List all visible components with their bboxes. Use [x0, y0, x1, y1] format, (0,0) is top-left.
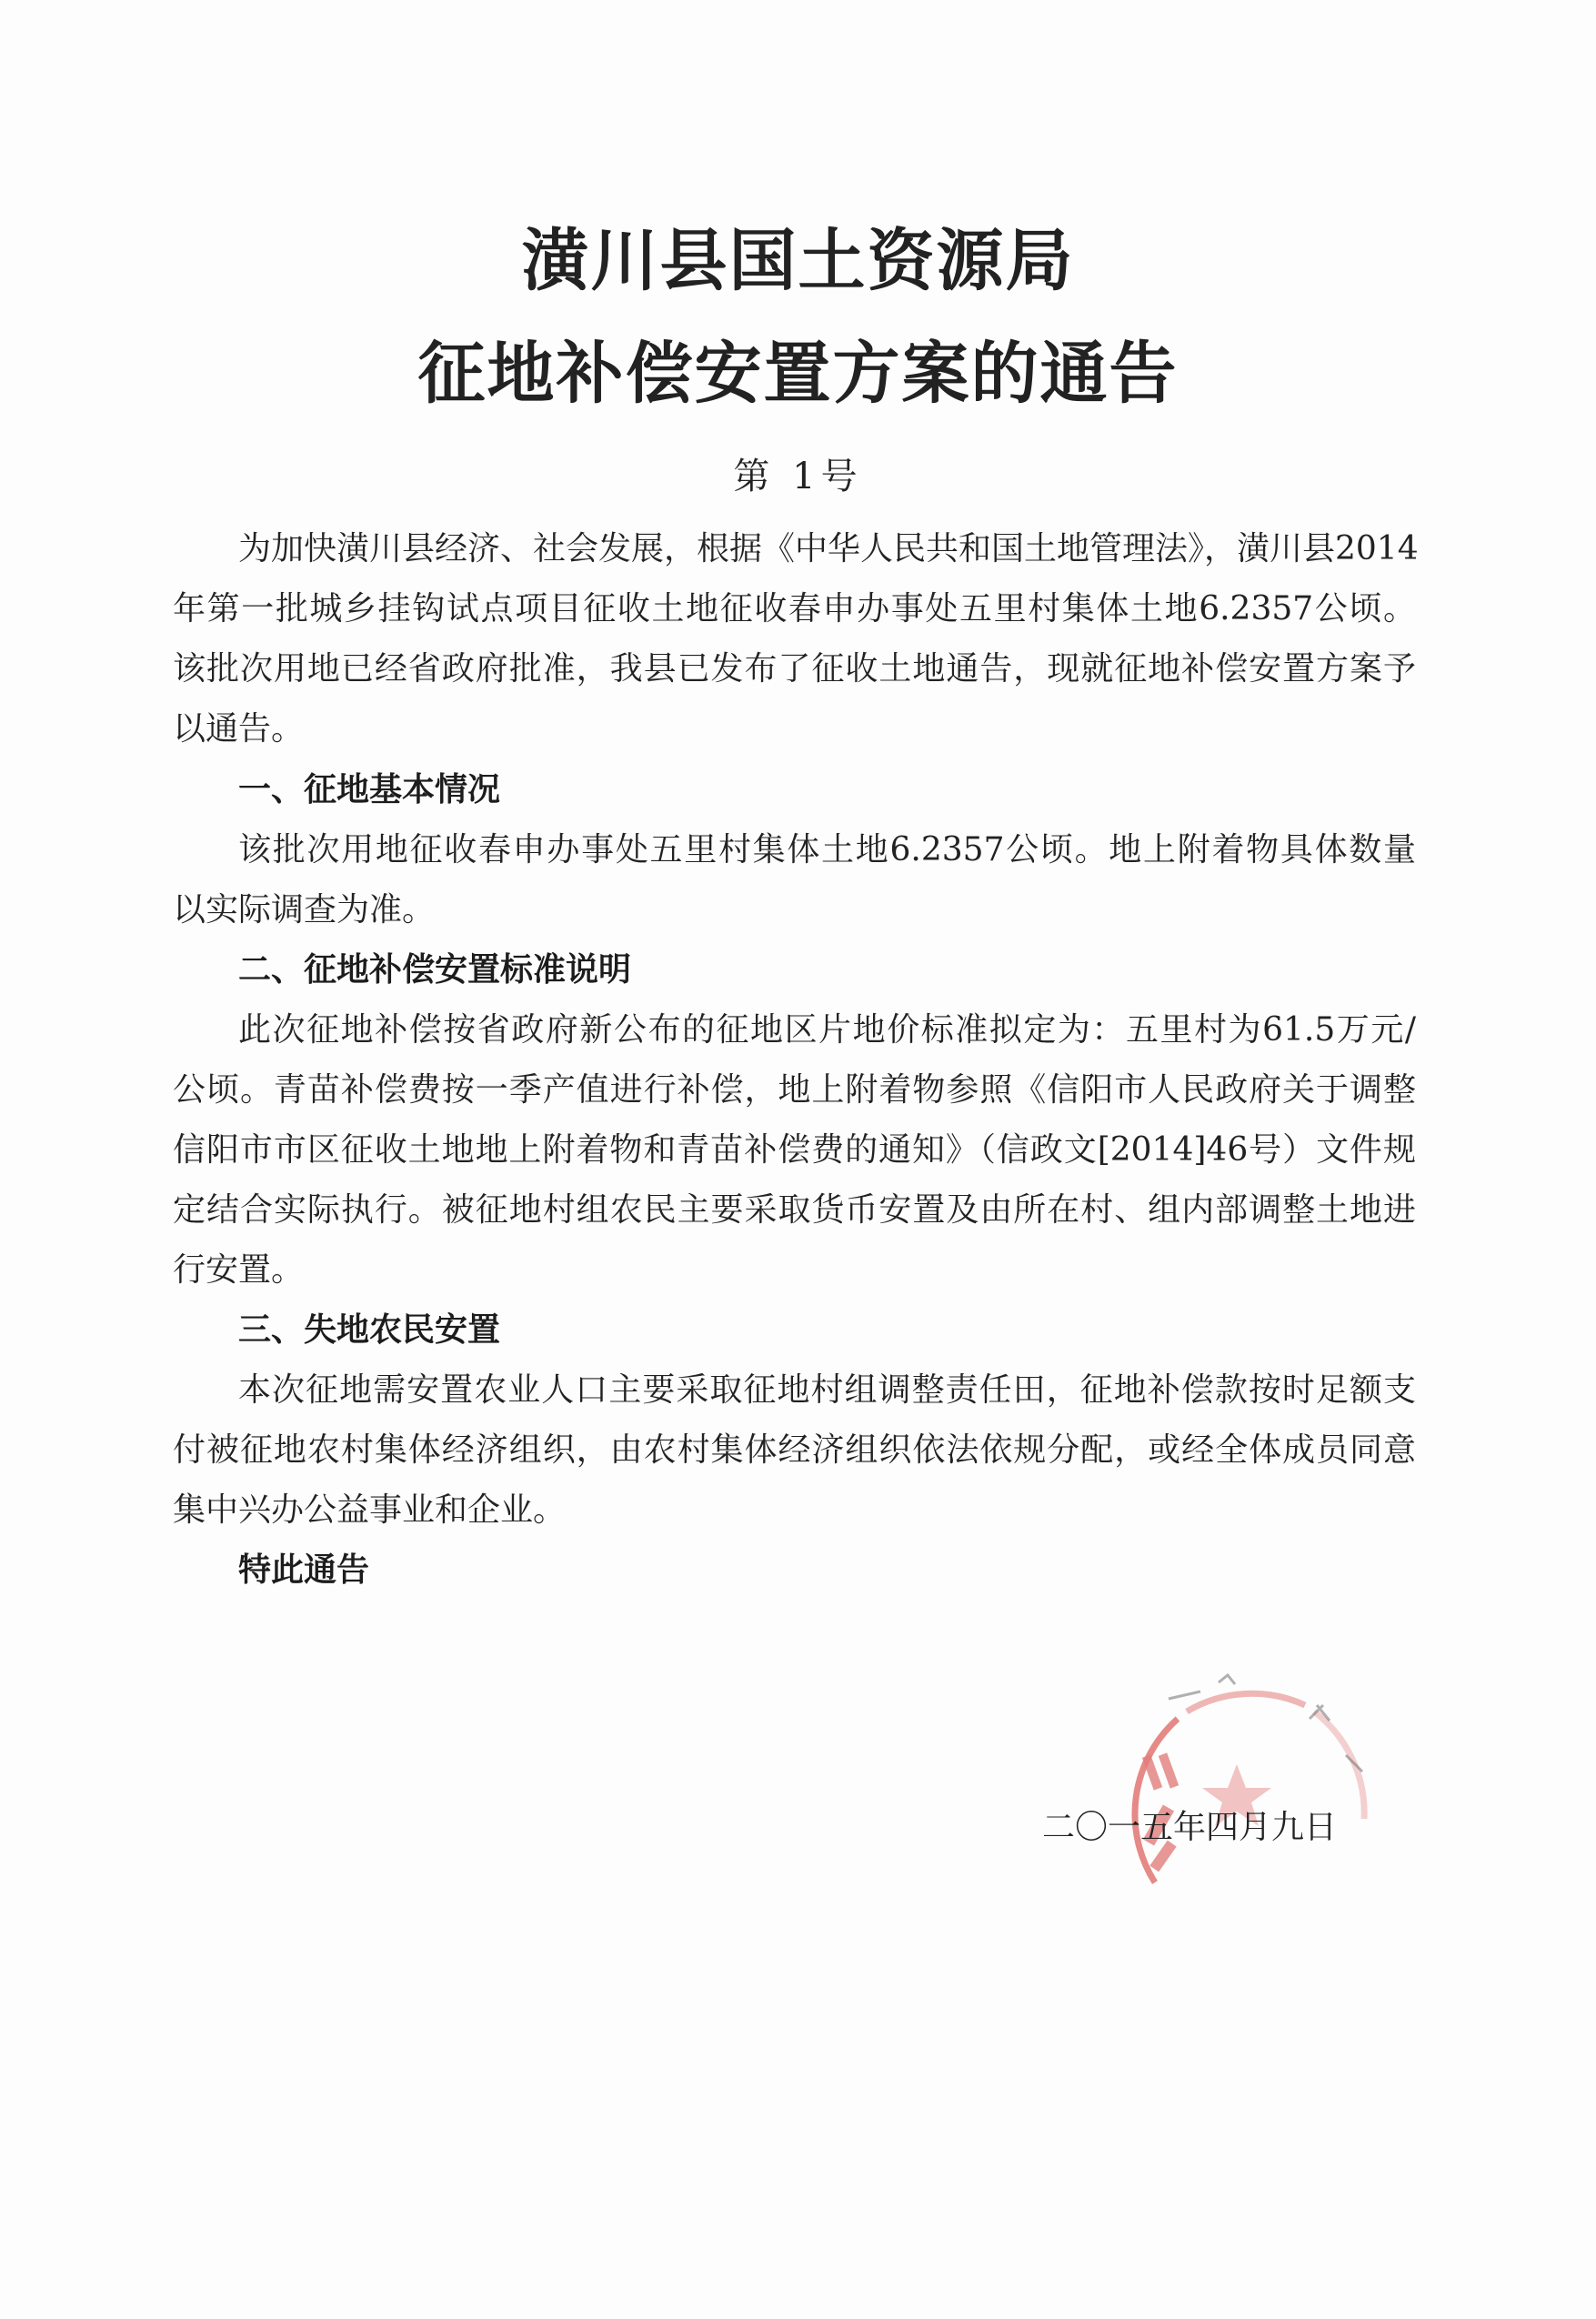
- intro-line: 以通告。: [173, 710, 305, 748]
- section-line: 信阳市市区征收土地地上附着物和青苗补偿费的通知》（信政文[2014]46号）文件规: [173, 1131, 1416, 1169]
- intro-line: 年第一批城乡挂钩试点项目征收土地征收春申办事处五里村集体土地6.2357公顷。: [173, 590, 1416, 627]
- notice-date: 二〇一五年四月九日: [1042, 1809, 1338, 1846]
- intro-line: 为加快潢川县经济、社会发展，根据《中华人民共和国土地管理法》，潢川县2014: [238, 530, 1419, 567]
- section-heading: 二、征地补偿安置标准说明: [238, 951, 632, 989]
- document-number: 第 1号: [733, 456, 863, 497]
- section-heading: 三、失地农民安置: [238, 1311, 501, 1349]
- official-seal-icon: [1091, 1655, 1391, 1955]
- section-line: 本次征地需安置农业人口主要采取征地村组调整责任田，征地补偿款按时足额支: [238, 1371, 1416, 1409]
- section-line: 行安置。: [173, 1251, 305, 1289]
- title-line-1: 潢川县国土资源局: [521, 222, 1075, 300]
- section-line: 此次征地补偿按省政府新公布的征地区片地价标准拟定为：五里村为61.5万元/: [238, 1011, 1416, 1049]
- section-heading: 一、征地基本情况: [238, 771, 501, 808]
- section-line: 付被征地农村集体经济组织，由农村集体经济组织依法依规分配，或经全体成员同意: [173, 1431, 1416, 1469]
- section-line: 以实际调查为准。: [173, 891, 436, 929]
- section-line: 定结合实际执行。被征地村组农民主要采取货币安置及由所在村、组内部调整土地进: [173, 1191, 1416, 1229]
- intro-line: 该批次用地已经省政府批准，我县已发布了征收土地通告，现就征地补偿安置方案予: [173, 650, 1416, 688]
- section-line: 公顷。青苗补偿费按一季产值进行补偿，地上附着物参照《信阳市人民政府关于调整: [173, 1071, 1416, 1109]
- section-line: 集中兴办公益事业和企业。: [173, 1491, 567, 1529]
- title-line-2: 征地补偿安置方案的通告: [417, 335, 1179, 413]
- closing-text: 特此通告: [238, 1551, 370, 1589]
- section-line: 该批次用地征收春申办事处五里村集体土地6.2357公顷。地上附着物具体数量: [238, 831, 1416, 868]
